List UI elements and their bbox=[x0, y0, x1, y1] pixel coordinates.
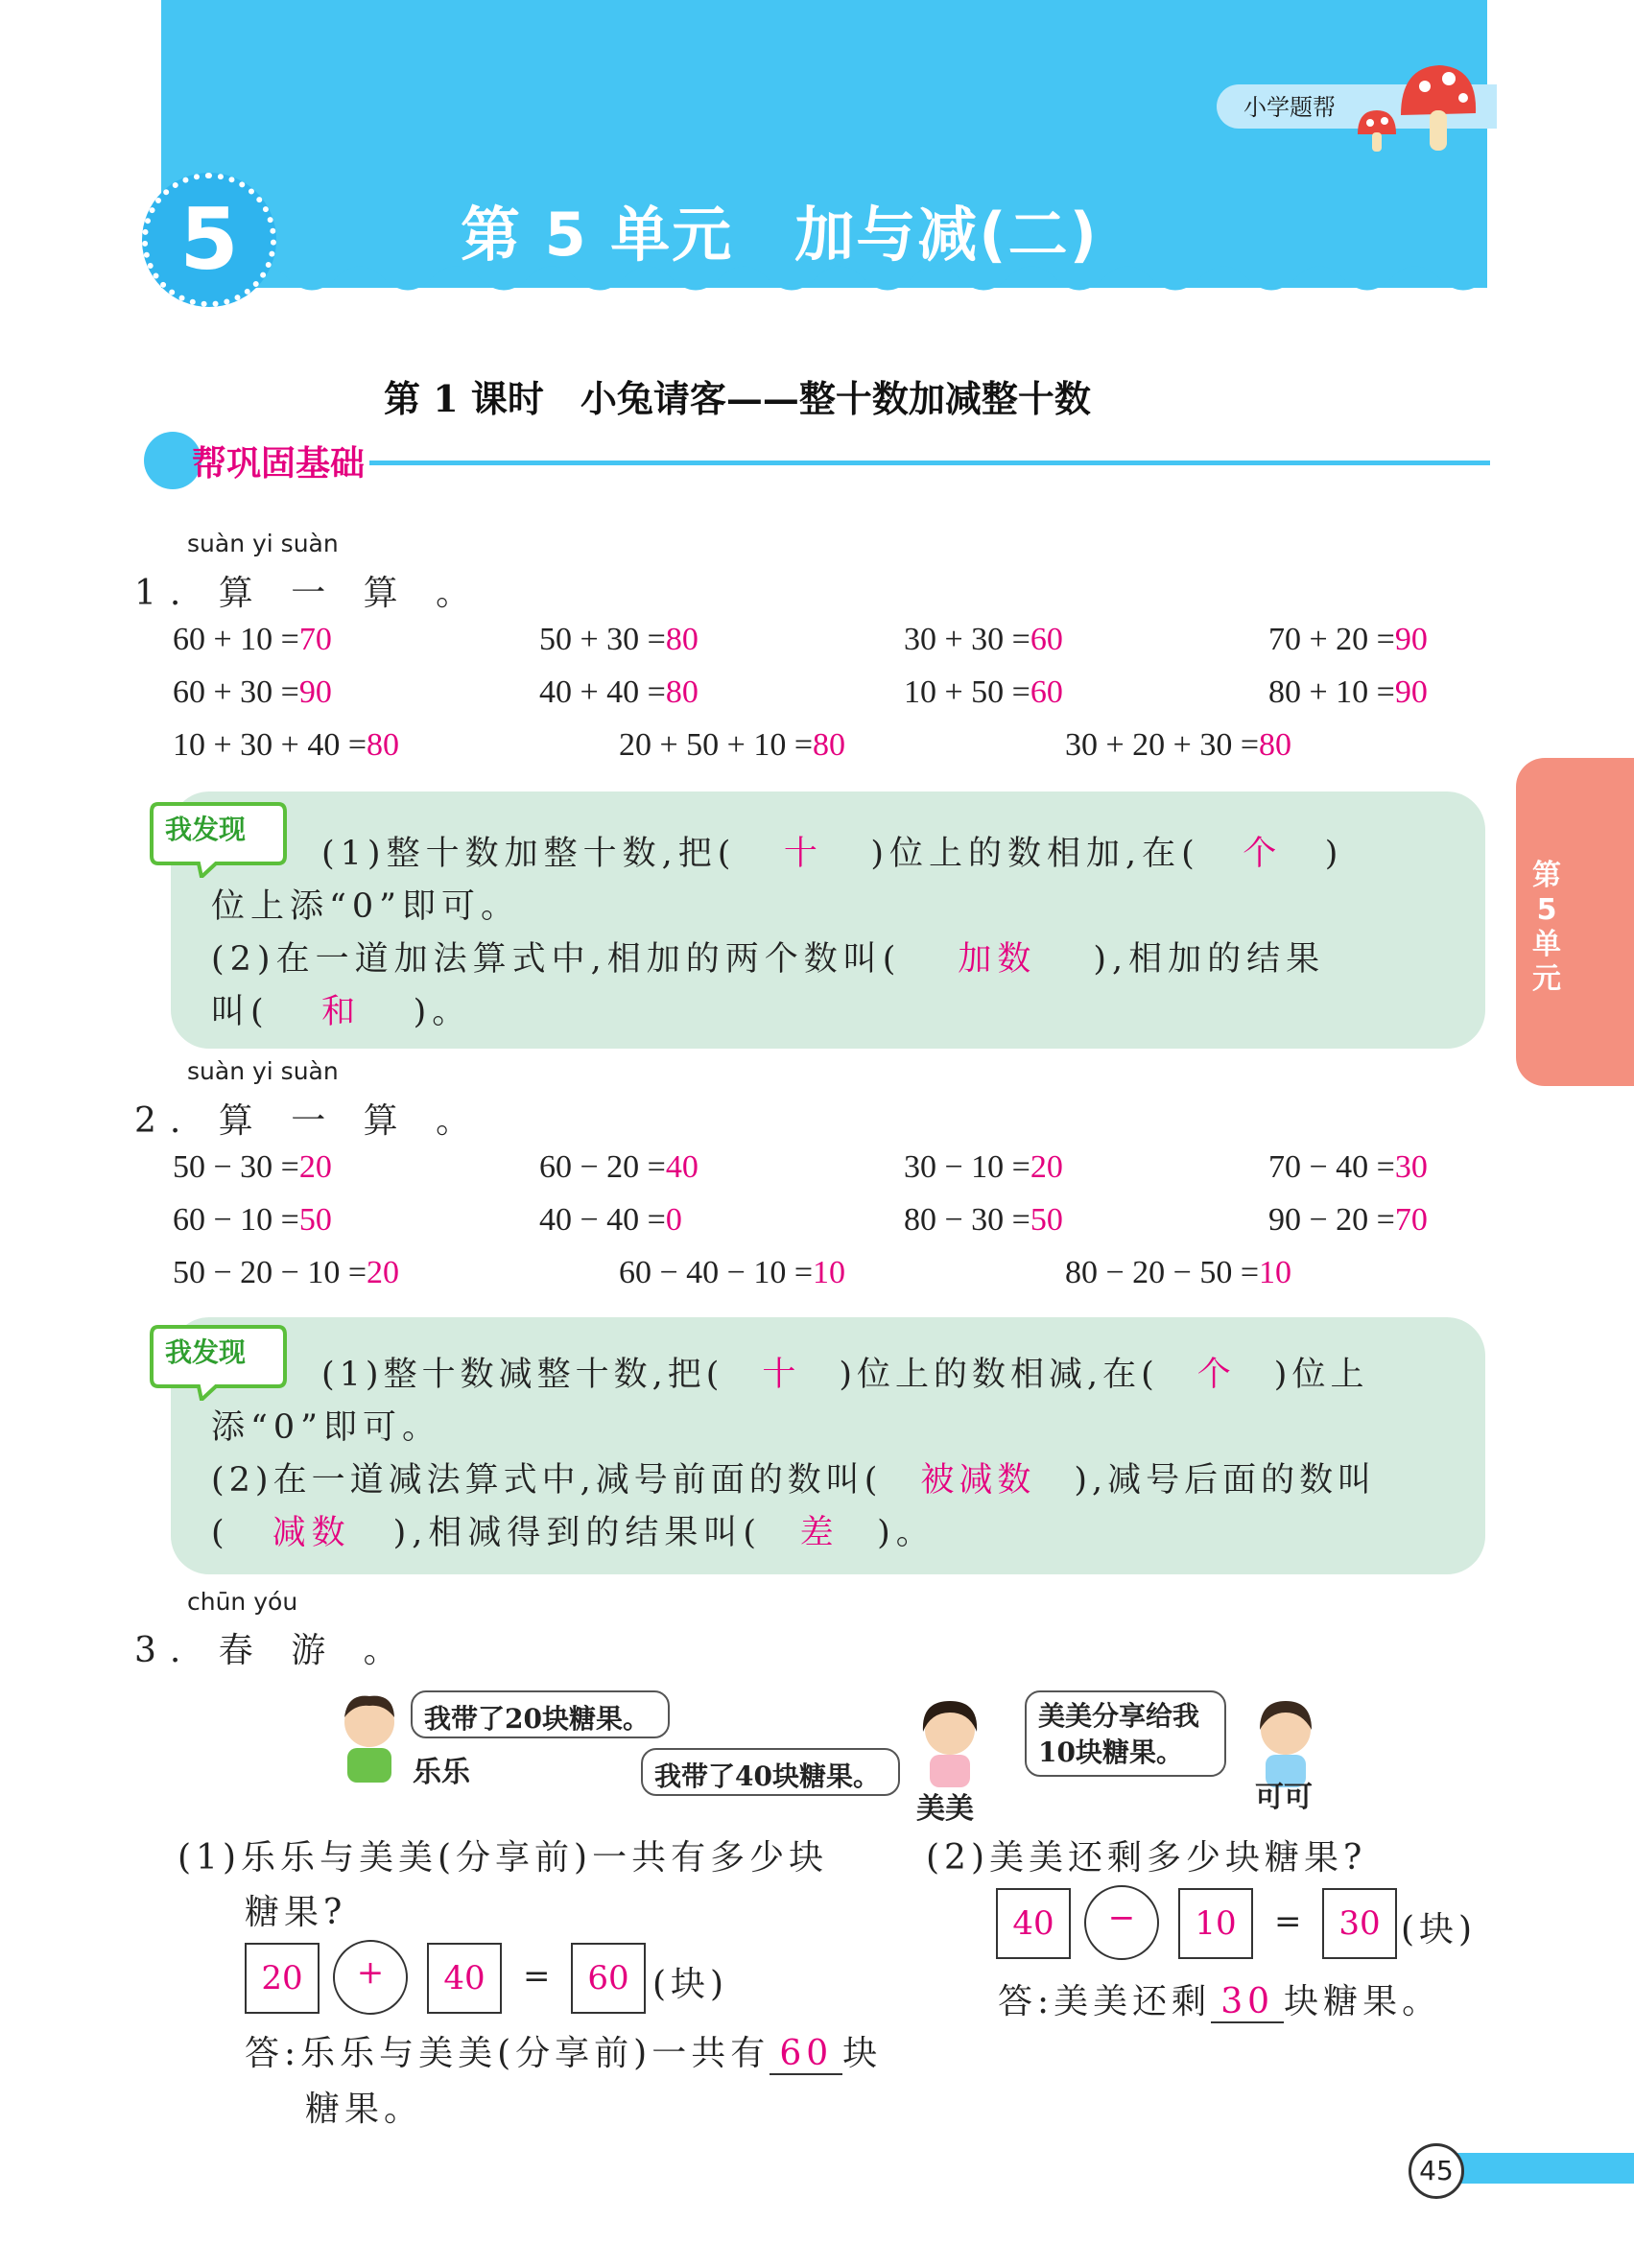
discover-line: 位上添“0”即可。 bbox=[211, 887, 521, 926]
answer-box[interactable]: 60 bbox=[571, 1943, 646, 2014]
section-divider bbox=[369, 461, 1490, 465]
q3-part1-answer: 糖果。 bbox=[305, 2090, 424, 2129]
operator-circle[interactable]: + bbox=[333, 1940, 408, 2015]
q1-item: 10 + 50 =60 bbox=[904, 674, 1063, 710]
answer-blank[interactable]: 30 bbox=[1211, 1982, 1284, 2023]
q2-item: 40 − 40 =0 bbox=[539, 1202, 682, 1238]
side-tab-label: 第5单元 bbox=[1532, 859, 1561, 996]
speech-bubble: 美美分享给我 10块糖果。 bbox=[1025, 1690, 1226, 1777]
speech-bubble: 我带了40块糖果。 bbox=[641, 1748, 900, 1796]
q2-title: 2. 算 一 算 。 bbox=[134, 1101, 485, 1141]
answer-box[interactable]: 20 bbox=[245, 1943, 320, 2014]
q3-pinyin: chūn yóu bbox=[187, 1588, 298, 1616]
discover-line: (2)在一道加法算式中,相加的两个数叫( 加数 ),相加的结果 bbox=[211, 940, 1326, 979]
q2-item: 90 − 20 =70 bbox=[1268, 1202, 1428, 1238]
page-number: 45 bbox=[1409, 2143, 1464, 2199]
discover-line: (1)整十数加整十数,把( 十 )位上的数相加,在( 个 ) bbox=[321, 835, 1344, 873]
q2-item: 70 − 40 =30 bbox=[1268, 1149, 1428, 1185]
discover-line: 添“0”即可。 bbox=[211, 1408, 442, 1447]
q1-pinyin: suàn yi suàn bbox=[187, 530, 339, 557]
q3-part2-answer: 答:美美还剩 30 块糖果。 bbox=[998, 1982, 1442, 2021]
lele-avatar bbox=[326, 1689, 413, 1784]
unit-number-badge: 5 bbox=[142, 173, 276, 307]
lesson-title: 第 1 课时 小兔请客——整十数加减整十数 bbox=[384, 377, 1091, 420]
discover-line: ( 减数 ),相减得到的结果叫( 差 )。 bbox=[211, 1514, 935, 1552]
q1-item: 60 + 30 =90 bbox=[173, 674, 332, 710]
q3-part1-question: (1)乐乐与美美(分享前)一共有多少块 bbox=[178, 1838, 829, 1878]
unit-title: 第 5 单元 加与减(二) bbox=[461, 200, 1099, 270]
discover-badge: 我发现 bbox=[165, 1336, 247, 1368]
q1-item: 70 + 20 =90 bbox=[1268, 622, 1428, 657]
answer-box[interactable]: 40 bbox=[427, 1943, 502, 2014]
q3-title: 3. 春 游 。 bbox=[134, 1631, 412, 1670]
answer-box[interactable]: 10 bbox=[1178, 1888, 1253, 1959]
q1-item: 20 + 50 + 10 =80 bbox=[619, 727, 846, 763]
q1-title: 1. 算 一 算 。 bbox=[134, 574, 485, 613]
q3-part1-answer: 答:乐乐与美美(分享前)一共有 60 块 bbox=[245, 2034, 883, 2073]
unit-label: (块) bbox=[652, 1965, 729, 2004]
q2-item: 60 − 20 =40 bbox=[539, 1149, 699, 1185]
q3-part1-question: 糖果? bbox=[245, 1893, 347, 1932]
q2-pinyin: suàn yi suàn bbox=[187, 1057, 339, 1085]
page-number-bar bbox=[1439, 2153, 1634, 2184]
q1-item: 60 + 10 =70 bbox=[173, 622, 332, 657]
discover-line: (1)整十数减整十数,把( 十 )位上的数相减,在( 个 )位上 bbox=[321, 1356, 1369, 1394]
meimei-avatar bbox=[907, 1693, 993, 1789]
q1-item: 80 + 10 =90 bbox=[1268, 674, 1428, 710]
brand-label: 小学题帮 bbox=[1243, 94, 1336, 121]
q1-item: 30 + 30 =60 bbox=[904, 622, 1063, 657]
discover-line: 叫( 和 )。 bbox=[211, 993, 472, 1031]
q1-item: 50 + 30 =80 bbox=[539, 622, 699, 657]
q2-item: 80 − 30 =50 bbox=[904, 1202, 1063, 1238]
equals-sign: = bbox=[1274, 1902, 1302, 1941]
q2-item: 80 − 20 − 50 =10 bbox=[1065, 1255, 1292, 1290]
mushroom-icon bbox=[1353, 58, 1478, 154]
kid-name: 可可 bbox=[1255, 1781, 1313, 1814]
q2-item: 60 − 40 − 10 =10 bbox=[619, 1255, 846, 1290]
q2-item: 50 − 20 − 10 =20 bbox=[173, 1255, 400, 1290]
discover-line: (2)在一道减法算式中,减号前面的数叫( 被减数 ),减号后面的数叫 bbox=[211, 1461, 1377, 1500]
section-label: 帮巩固基础 bbox=[192, 444, 366, 484]
discover-badge: 我发现 bbox=[165, 814, 247, 845]
answer-box[interactable]: 30 bbox=[1322, 1888, 1397, 1959]
q1-item: 10 + 30 + 40 =80 bbox=[173, 727, 400, 763]
q1-item: 40 + 40 =80 bbox=[539, 674, 699, 710]
q2-item: 30 − 10 =20 bbox=[904, 1149, 1063, 1185]
equals-sign: = bbox=[523, 1957, 551, 1996]
q3-part2-question: (2)美美还剩多少块糖果? bbox=[926, 1838, 1367, 1878]
speech-bubble: 我带了20块糖果。 bbox=[411, 1690, 670, 1738]
operator-circle[interactable]: − bbox=[1084, 1885, 1159, 1960]
kid-name: 美美 bbox=[916, 1792, 974, 1826]
answer-blank[interactable]: 60 bbox=[770, 2034, 842, 2075]
answer-box[interactable]: 40 bbox=[996, 1888, 1071, 1959]
kid-name: 乐乐 bbox=[413, 1756, 470, 1789]
q2-item: 60 − 10 =50 bbox=[173, 1202, 332, 1238]
q2-item: 50 − 30 =20 bbox=[173, 1149, 332, 1185]
q1-item: 30 + 20 + 30 =80 bbox=[1065, 727, 1292, 763]
unit-label: (块) bbox=[1401, 1910, 1478, 1949]
